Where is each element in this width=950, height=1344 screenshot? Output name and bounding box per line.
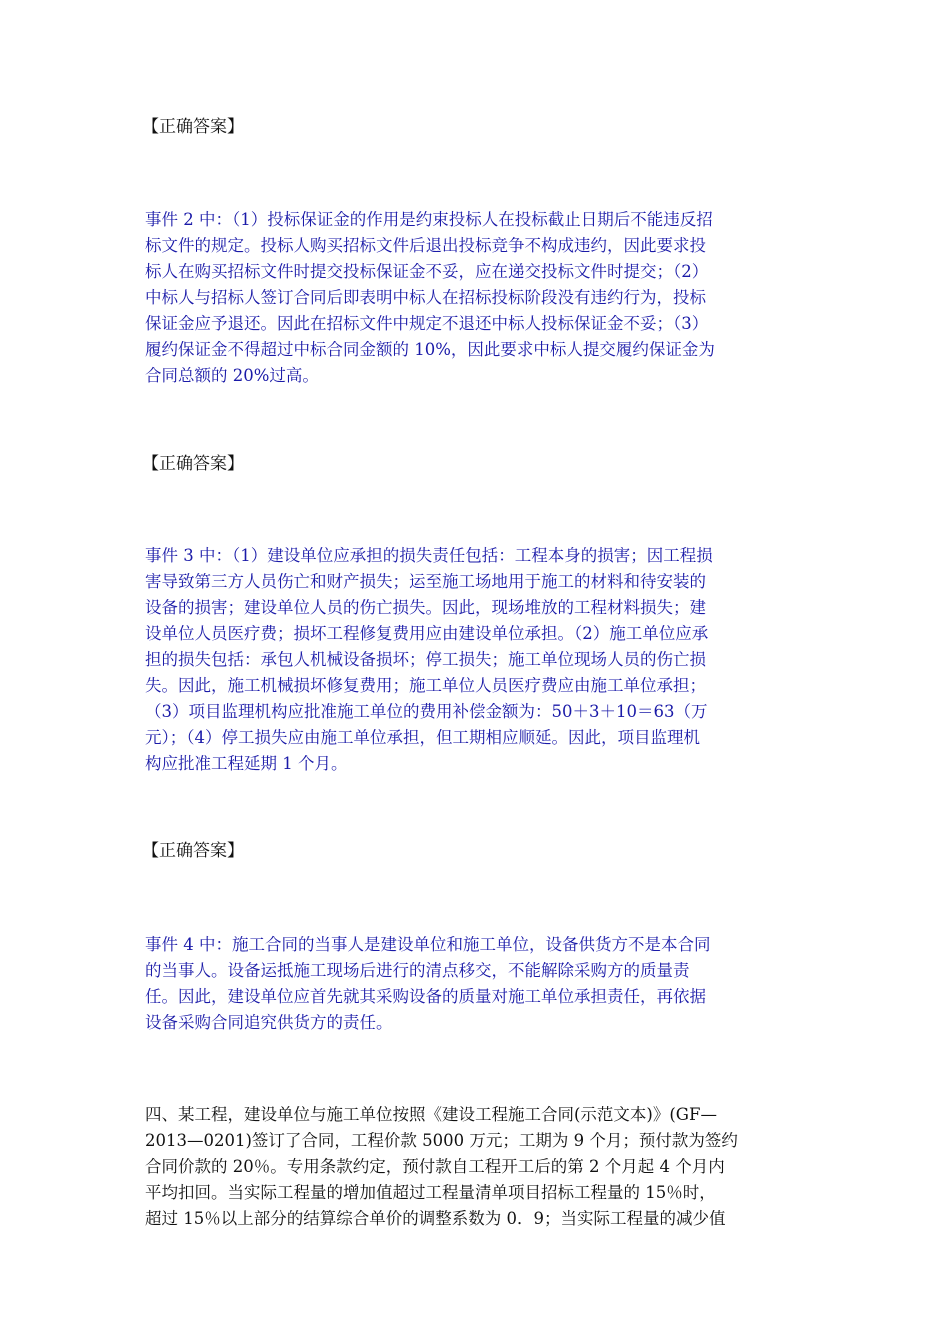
text-line: 设备的损害；建设单位人员的伤亡损失。因此，现场堆放的工程材料损失；建 xyxy=(145,598,706,617)
answer-heading-3: 【正确答案】 xyxy=(142,841,244,861)
text-line: 履约保证金不得超过中标合同金额的 10%，因此要求中标人提交履约保证金为 xyxy=(145,340,715,359)
text-line: 构应批准工程延期 1 个月。 xyxy=(145,754,348,773)
text-line: 害导致第三方人员伤亡和财产损失；运至施工场地用于施工的材料和待安装的 xyxy=(145,572,706,591)
text-line: 四、某工程，建设单位与施工单位按照《建设工程施工合同(示范文本)》(GF— xyxy=(145,1105,717,1124)
text-line: 的当事人。设备运抵施工现场后进行的清点移交，不能解除采购方的质量责 xyxy=(145,961,690,980)
text-line: 设单位人员医疗费；损坏工程修复费用应由建设单位承担。（2）施工单位应承 xyxy=(145,624,709,643)
text-line: （3）项目监理机构应批准施工单位的费用补偿金额为：50＋3＋10＝63（万 xyxy=(145,702,708,721)
text-line: 标文件的规定。投标人购买招标文件后退出投标竞争不构成违约，因此要求投 xyxy=(145,236,706,255)
answer-paragraph-event-4 xyxy=(145,932,813,1036)
text-line: 担的损失包括：承包人机械设备损坏；停工损失；施工单位现场人员的伤亡损 xyxy=(145,650,706,669)
text-line: 设备采购合同追究供货方的责任。 xyxy=(145,1013,393,1032)
text-line: 标人在购买招标文件时提交投标保证金不妥，应在递交投标文件时提交；（2） xyxy=(145,262,709,281)
text-line: 合同总额的 20%过高。 xyxy=(145,366,319,385)
question-paragraph-4 xyxy=(145,1102,813,1232)
text-line: 超过 15％以上部分的结算综合单价的调整系数为 0．9；当实际工程量的减少值 xyxy=(145,1209,726,1228)
text-line: 事件 2 中：（1）投标保证金的作用是约束投标人在投标截止日期后不能违反招 xyxy=(145,210,713,229)
text-line: 失。因此，施工机械损坏修复费用；施工单位人员医疗费应由施工单位承担； xyxy=(145,676,706,695)
answer-paragraph-event-2 xyxy=(145,207,813,389)
text-line: 中标人与招标人签订合同后即表明中标人在招标投标阶段没有违约行为，投标 xyxy=(145,288,706,307)
answer-paragraph-event-3 xyxy=(145,543,813,777)
answer-heading-2: 【正确答案】 xyxy=(142,454,244,474)
text-line: 事件 3 中：（1）建设单位应承担的损失责任包括：工程本身的损害；因工程损 xyxy=(145,546,713,565)
text-line: 合同价款的 20％。专用条款约定，预付款自工程开工后的第 2 个月起 4 个月内 xyxy=(145,1157,725,1176)
text-line: 事件 4 中：施工合同的当事人是建设单位和施工单位，设备供货方不是本合同 xyxy=(145,935,711,954)
answer-heading-1: 【正确答案】 xyxy=(142,117,244,137)
text-line: 2013—0201)签订了合同，工程价款 5000 万元；工期为 9 个月；预付款为签约 xyxy=(145,1131,738,1150)
text-line: 平均扣回。当实际工程量的增加值超过工程量清单项目招标工程量的 15％时， xyxy=(145,1183,716,1202)
text-line: 任。因此，建设单位应首先就其采购设备的质量对施工单位承担责任，再依据 xyxy=(145,987,706,1006)
text-line: 元）；（4）停工损失应由施工单位承担，但工期相应顺延。因此，项目监理机 xyxy=(145,728,700,747)
text-line: 保证金应予退还。因此在招标文件中规定不退还中标人投标保证金不妥；（3） xyxy=(145,314,709,333)
